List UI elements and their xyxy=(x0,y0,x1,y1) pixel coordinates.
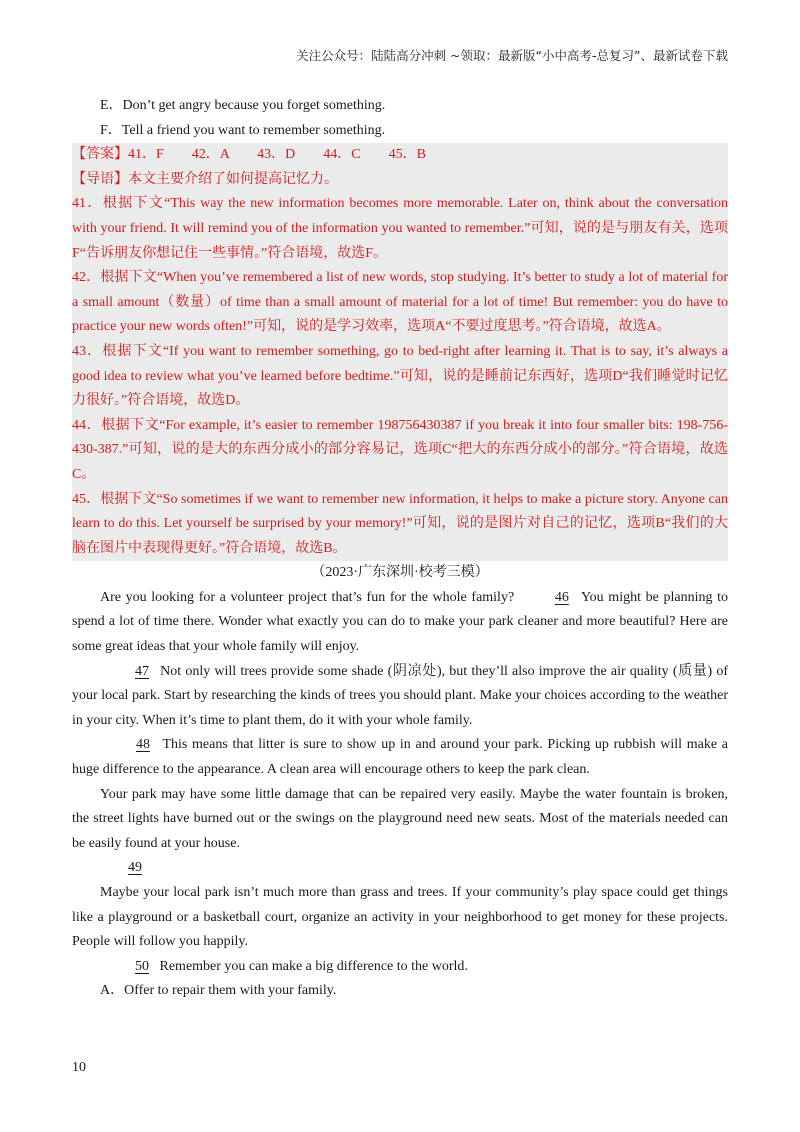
source-label: （2023·广东深圳·校考三模） xyxy=(311,565,489,581)
answer-45: 45．根据下文“So sometimes if we want to remember new information, it helps to make a picture story. Anyone can learn to do this. Let yourself be surprised by your memory!”可知，说的是图片对自己的记忆，选项B“我们的大脑在图片中表现得更好。”符合语境，故选B。 xyxy=(72,488,728,562)
passage-paragraph-4: Your park may have some little damage that can be repaired very easily. Maybe the water fountain is broken, the street lights have burned out or the swings on the playground need new seats. Most of the materials needed can be easily found at your house. xyxy=(72,786,728,851)
passage-paragraph-3 xyxy=(72,733,728,782)
answer-42: 42．根据下文“When you’ve remembered a list of new words, stop studying. It’s better to study a lot of material for a small amount（数量）of time than a small amount of material for a lot of time! But remember: you do have to practice your new words often!”可知，说的是学习效率，选项A“不要过度思考。”符合语境，故选A。 xyxy=(72,266,728,340)
answer-key: 【答案】41．F 42．A 43．D 44．C 45．B xyxy=(72,143,728,168)
blank-48: 48 xyxy=(136,737,150,753)
answer-guide: 【导语】本文主要介绍了如何提高记忆力。 xyxy=(72,168,728,193)
answer-41: 41．根据下文“This way the new information becomes more memorable. Later on, think about the conversation with your friend. It will remind you of the information you wanted to remember.”可知，说的是与朋友有关，选项F“告诉朋友你想记住一些事情。”符合语境，故选F。 xyxy=(72,192,728,266)
document-body xyxy=(72,94,728,1004)
blank-47: 47 xyxy=(135,663,149,679)
blank-50: 50 xyxy=(135,958,149,974)
passage-paragraph-5-blank xyxy=(72,856,728,881)
page-header: 关注公众号：陆陆高分冲刺 ~领取：最新版“小中高考-总复习”、最新试卷下载 xyxy=(296,48,728,63)
passage-paragraph-1 xyxy=(72,586,728,660)
p6-text: Remember you can make a big difference to the world. xyxy=(159,958,468,974)
blank-46: 46 xyxy=(554,589,569,605)
passage-paragraph-6: Maybe your local park isn’t much more than grass and trees. If your community’s play space could get things like a playground or a basketball court, organize an activity in your neighborhood to get money for these projects. People will follow you happily. xyxy=(72,885,728,950)
passage-paragraph-7 xyxy=(72,955,728,980)
answer-43: 43．根据下文“If you want to remember something, go to bed-right after learning it. That is to say, it’s always a good idea to review what you’ve learned before bedtime.”可知，说的是睡前记东西好，选项D“我们睡觉时记忆力很好。”符合语境，故选D。 xyxy=(72,340,728,414)
page-number: 10 xyxy=(72,1060,86,1075)
p1-text-after: You might be planning to spend a lot of time there. Wonder what exactly you can do to make your park cleaner and more beautiful? Here are some great ideas that your whole family will enjoy. xyxy=(72,589,729,655)
p2-text: Not only will trees provide some shade (阴凉处), but they’ll also improve the air quality (质量) of your local park. Start by researching the kinds of trees you should plant. Make your choices according to the weather in your city. When it’s time to plant them, do it with your whole family. xyxy=(72,663,728,728)
p1-text-before: Are you looking for a volunteer project that’s fun for the whole family? xyxy=(100,589,515,605)
option-a: A．Offer to repair them with your family. xyxy=(100,983,337,999)
answer-44: 44．根据下文“For example, it’s easier to remember 198756430387 if you break it into four smaller bits: 198-756-430-387.”可知，说的是大的东西分成小的部分容易记，选项C“把大的东西分成小的部分。”符合语境，故选C。 xyxy=(72,414,728,488)
p3-text: This means that litter is sure to show up in and around your park. Picking up rubbish will make a huge difference to the appearance. A clean area will encourage others to keep the park clean. xyxy=(72,737,728,778)
blank-49: 49 xyxy=(128,860,142,876)
answer-block xyxy=(72,143,728,561)
option-f: F．Tell a friend you want to remember something. xyxy=(100,122,386,138)
option-e: E．Don’t get angry because you forget something. xyxy=(100,98,386,113)
passage-paragraph-2 xyxy=(72,660,728,734)
